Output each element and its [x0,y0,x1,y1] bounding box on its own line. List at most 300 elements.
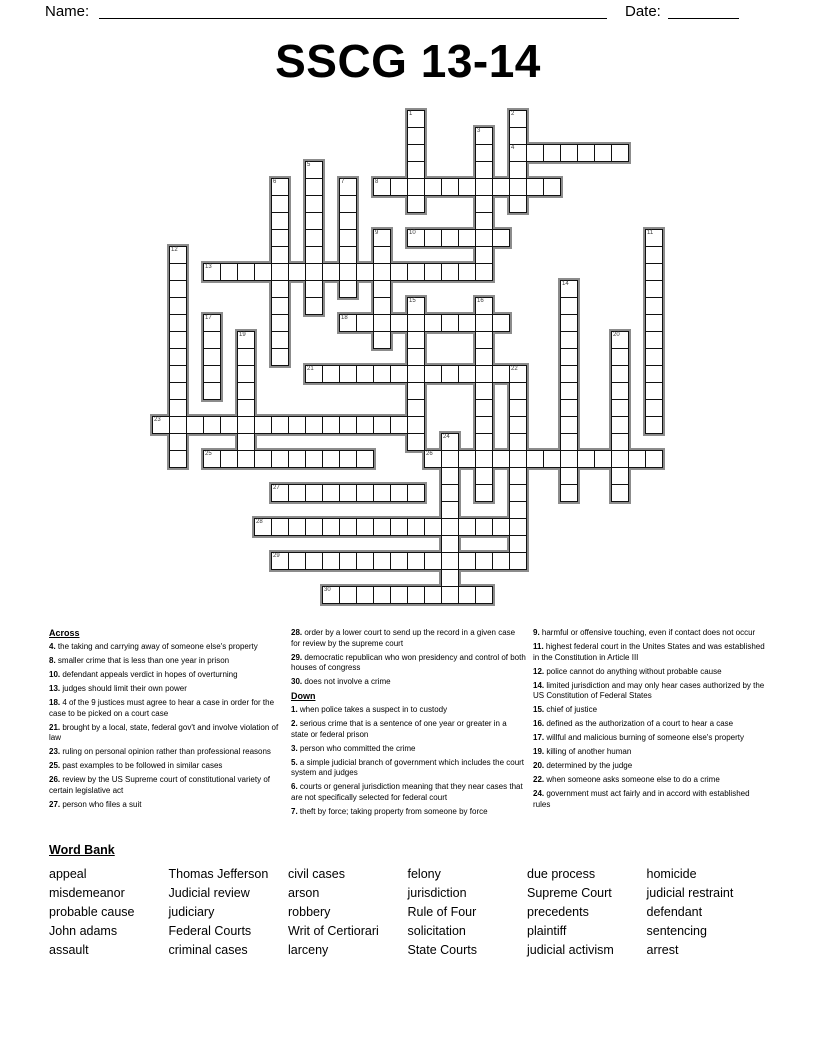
grid-cell-r8c13[interactable] [373,246,391,264]
grid-cell-r7c11[interactable] [339,229,357,247]
grid-cell-r9c8[interactable] [288,263,306,281]
grid-cell-r26c9[interactable] [305,552,323,570]
grid-cell-r16c21[interactable] [509,382,527,400]
grid-cell-r21c24[interactable] [560,467,578,485]
grid-cell-r20c10[interactable] [322,450,340,468]
grid-cell-r18c12[interactable] [356,416,374,434]
grid-cell-r7c19[interactable] [475,229,493,247]
grid-cell-r4c20[interactable] [492,178,510,196]
grid-cell-r12c14[interactable] [390,314,408,332]
grid-cell-r4c17[interactable] [441,178,459,196]
grid-cell-r8c7[interactable] [271,246,289,264]
grid-cell-r24c15[interactable] [407,518,425,536]
grid-cell-r24c16[interactable] [424,518,442,536]
grid-cell-r24c18[interactable] [458,518,476,536]
grid-cell-r15c19[interactable] [475,365,493,383]
grid-cell-r6c7[interactable] [271,212,289,230]
grid-cell-r11c1[interactable] [169,297,187,315]
grid-cell-r4c11[interactable] [339,178,357,196]
grid-cell-r15c12[interactable] [356,365,374,383]
grid-cell-r15c29[interactable] [645,365,663,383]
grid-cell-r2c19[interactable] [475,144,493,162]
grid-cell-r12c24[interactable] [560,314,578,332]
grid-cell-r20c20[interactable] [492,450,510,468]
grid-cell-r12c16[interactable] [424,314,442,332]
grid-cell-r4c22[interactable] [526,178,544,196]
grid-cell-r18c24[interactable] [560,416,578,434]
grid-cell-r20c29[interactable] [645,450,663,468]
grid-cell-r24c19[interactable] [475,518,493,536]
grid-cell-r1c21[interactable] [509,127,527,145]
grid-cell-r18c15[interactable] [407,416,425,434]
grid-cell-r22c12[interactable] [356,484,374,502]
grid-cell-r20c3[interactable] [203,450,221,468]
grid-cell-r20c22[interactable] [526,450,544,468]
grid-cell-r24c12[interactable] [356,518,374,536]
grid-cell-r8c11[interactable] [339,246,357,264]
grid-cell-r27c17[interactable] [441,569,459,587]
grid-cell-r13c3[interactable] [203,331,221,349]
grid-cell-r24c21[interactable] [509,518,527,536]
grid-cell-r26c16[interactable] [424,552,442,570]
grid-cell-r12c3[interactable] [203,314,221,332]
grid-cell-r7c15[interactable] [407,229,425,247]
grid-cell-r20c6[interactable] [254,450,272,468]
grid-cell-r17c29[interactable] [645,399,663,417]
grid-cell-r10c9[interactable] [305,280,323,298]
grid-cell-r22c9[interactable] [305,484,323,502]
grid-cell-r8c9[interactable] [305,246,323,264]
grid-cell-r19c19[interactable] [475,433,493,451]
grid-cell-r28c10[interactable] [322,586,340,604]
grid-cell-r10c7[interactable] [271,280,289,298]
word-bank-item: Writ of Certiorari [288,924,379,938]
grid-cell-r20c4[interactable] [220,450,238,468]
grid-cell-r18c4[interactable] [220,416,238,434]
grid-cell-r14c3[interactable] [203,348,221,366]
grid-cell-r22c10[interactable] [322,484,340,502]
grid-cell-r3c9[interactable] [305,161,323,179]
grid-cell-r12c11[interactable] [339,314,357,332]
grid-cell-r9c10[interactable] [322,263,340,281]
grid-cell-r13c19[interactable] [475,331,493,349]
grid-cell-r11c9[interactable] [305,297,323,315]
grid-cell-r11c13[interactable] [373,297,391,315]
grid-cell-r18c8[interactable] [288,416,306,434]
grid-cell-r9c11[interactable] [339,263,357,281]
grid-cell-r20c25[interactable] [577,450,595,468]
grid-cell-r10c11[interactable] [339,280,357,298]
grid-cell-r13c13[interactable] [373,331,391,349]
grid-cell-r5c7[interactable] [271,195,289,213]
grid-cell-r22c15[interactable] [407,484,425,502]
grid-cell-r16c15[interactable] [407,382,425,400]
grid-cell-r9c18[interactable] [458,263,476,281]
clue-28: 28. order by a lower court to send up the record in a given case for review by the supreme court [291,628,516,648]
grid-cell-r10c13[interactable] [373,280,391,298]
grid-cell-r2c21[interactable] [509,144,527,162]
grid-cell-r11c24[interactable] [560,297,578,315]
grid-cell-r20c27[interactable] [611,450,629,468]
grid-cell-r7c16[interactable] [424,229,442,247]
grid-cell-r18c7[interactable] [271,416,289,434]
grid-cell-r14c19[interactable] [475,348,493,366]
grid-cell-r14c29[interactable] [645,348,663,366]
grid-cell-r9c3[interactable] [203,263,221,281]
grid-cell-r22c19[interactable] [475,484,493,502]
grid-cell-r19c5[interactable] [237,433,255,451]
grid-cell-r25c21[interactable] [509,535,527,553]
grid-cell-r11c7[interactable] [271,297,289,315]
word-bank-item: plaintiff [527,924,567,938]
grid-cell-r17c21[interactable] [509,399,527,417]
grid-cell-r6c9[interactable] [305,212,323,230]
grid-cell-r9c6[interactable] [254,263,272,281]
grid-cell-r8c1[interactable] [169,246,187,264]
grid-cell-r12c12[interactable] [356,314,374,332]
grid-cell-r18c6[interactable] [254,416,272,434]
grid-cell-r9c29[interactable] [645,263,663,281]
grid-cell-r19c15[interactable] [407,433,425,451]
grid-cell-r24c13[interactable] [373,518,391,536]
grid-cell-r4c21[interactable] [509,178,527,196]
grid-cell-r7c17[interactable] [441,229,459,247]
grid-cell-r15c13[interactable] [373,365,391,383]
grid-cell-r24c10[interactable] [322,518,340,536]
grid-cell-r26c18[interactable] [458,552,476,570]
grid-cell-r22c27[interactable] [611,484,629,502]
grid-cell-r12c20[interactable] [492,314,510,332]
grid-cell-r20c12[interactable] [356,450,374,468]
grid-cell-r15c17[interactable] [441,365,459,383]
grid-cell-r15c11[interactable] [339,365,357,383]
grid-cell-r18c19[interactable] [475,416,493,434]
grid-cell-r22c7[interactable] [271,484,289,502]
grid-cell-r9c7[interactable] [271,263,289,281]
grid-cell-r13c29[interactable] [645,331,663,349]
grid-cell-r20c1[interactable] [169,450,187,468]
grid-cell-r9c14[interactable] [390,263,408,281]
grid-cell-r17c15[interactable] [407,399,425,417]
grid-cell-r9c12[interactable] [356,263,374,281]
grid-cell-r15c3[interactable] [203,365,221,383]
grid-cell-r13c27[interactable] [611,331,629,349]
grid-cell-r26c10[interactable] [322,552,340,570]
grid-cell-r26c15[interactable] [407,552,425,570]
grid-cell-r12c18[interactable] [458,314,476,332]
grid-cell-r15c16[interactable] [424,365,442,383]
grid-cell-r8c19[interactable] [475,246,493,264]
grid-cell-r9c9[interactable] [305,263,323,281]
grid-cell-r4c14[interactable] [390,178,408,196]
grid-cell-r18c9[interactable] [305,416,323,434]
grid-cell-r20c8[interactable] [288,450,306,468]
grid-cell-r13c24[interactable] [560,331,578,349]
grid-cell-r19c21[interactable] [509,433,527,451]
grid-cell-r5c15[interactable] [407,195,425,213]
grid-cell-r26c14[interactable] [390,552,408,570]
grid-cell-r17c1[interactable] [169,399,187,417]
grid-cell-r24c6[interactable] [254,518,272,536]
grid-cell-r6c19[interactable] [475,212,493,230]
grid-cell-r4c15[interactable] [407,178,425,196]
grid-cell-r10c1[interactable] [169,280,187,298]
grid-cell-r7c13[interactable] [373,229,391,247]
grid-cell-r19c24[interactable] [560,433,578,451]
grid-cell-r16c29[interactable] [645,382,663,400]
grid-cell-r26c17[interactable] [441,552,459,570]
grid-cell-r17c19[interactable] [475,399,493,417]
grid-cell-r9c13[interactable] [373,263,391,281]
grid-cell-r12c19[interactable] [475,314,493,332]
grid-cell-r20c9[interactable] [305,450,323,468]
word-bank-item: probable cause [49,905,135,919]
grid-cell-r18c14[interactable] [390,416,408,434]
grid-cell-r18c29[interactable] [645,416,663,434]
grid-cell-r22c14[interactable] [390,484,408,502]
grid-cell-r17c27[interactable] [611,399,629,417]
grid-cell-r18c27[interactable] [611,416,629,434]
grid-cell-r24c14[interactable] [390,518,408,536]
grid-cell-r7c20[interactable] [492,229,510,247]
grid-cell-r14c5[interactable] [237,348,255,366]
grid-cell-r20c24[interactable] [560,450,578,468]
grid-cell-r20c7[interactable] [271,450,289,468]
grid-cell-r28c15[interactable] [407,586,425,604]
grid-cell-r21c17[interactable] [441,467,459,485]
grid-cell-r2c22[interactable] [526,144,544,162]
grid-cell-r24c20[interactable] [492,518,510,536]
grid-cell-r9c5[interactable] [237,263,255,281]
grid-cell-r14c15[interactable] [407,348,425,366]
grid-cell-r10c29[interactable] [645,280,663,298]
grid-cell-r4c16[interactable] [424,178,442,196]
grid-cell-r13c1[interactable] [169,331,187,349]
grid-cell-r18c21[interactable] [509,416,527,434]
grid-cell-r18c11[interactable] [339,416,357,434]
grid-cell-r14c1[interactable] [169,348,187,366]
grid-cell-r0c15[interactable] [407,110,425,128]
grid-cell-r7c9[interactable] [305,229,323,247]
word-bank-item: State Courts [407,943,477,957]
grid-cell-r4c13[interactable] [373,178,391,196]
grid-cell-r12c1[interactable] [169,314,187,332]
clue-21: 21. brought by a local, state, federal gov't and involve violation of law [49,722,279,742]
grid-cell-r15c14[interactable] [390,365,408,383]
grid-cell-r9c1[interactable] [169,263,187,281]
grid-cell-r16c24[interactable] [560,382,578,400]
grid-cell-r16c1[interactable] [169,382,187,400]
grid-cell-r15c18[interactable] [458,365,476,383]
grid-cell-r12c29[interactable] [645,314,663,332]
grid-cell-r11c29[interactable] [645,297,663,315]
grid-cell-r9c19[interactable] [475,263,493,281]
grid-cell-r13c7[interactable] [271,331,289,349]
grid-cell-r14c24[interactable] [560,348,578,366]
grid-cell-r26c19[interactable] [475,552,493,570]
grid-cell-r20c19[interactable] [475,450,493,468]
grid-cell-r2c23[interactable] [543,144,561,162]
grid-cell-r15c5[interactable] [237,365,255,383]
grid-cell-r28c14[interactable] [390,586,408,604]
grid-cell-r9c15[interactable] [407,263,425,281]
grid-cell-r16c3[interactable] [203,382,221,400]
grid-cell-r5c21[interactable] [509,195,527,213]
grid-cell-r2c27[interactable] [611,144,629,162]
grid-cell-r22c17[interactable] [441,484,459,502]
grid-cell-r20c17[interactable] [441,450,459,468]
grid-cell-r5c19[interactable] [475,195,493,213]
grid-cell-r28c13[interactable] [373,586,391,604]
grid-cell-r22c24[interactable] [560,484,578,502]
grid-cell-r15c15[interactable] [407,365,425,383]
grid-cell-r26c21[interactable] [509,552,527,570]
grid-cell-r11c19[interactable] [475,297,493,315]
grid-cell-r17c5[interactable] [237,399,255,417]
grid-cell-r5c11[interactable] [339,195,357,213]
word-bank-item: judicial activism [527,943,614,957]
grid-cell-r12c17[interactable] [441,314,459,332]
grid-cell-r18c10[interactable] [322,416,340,434]
grid-cell-r14c7[interactable] [271,348,289,366]
grid-cell-r28c19[interactable] [475,586,493,604]
name-fill-line[interactable] [99,17,607,19]
grid-cell-r28c11[interactable] [339,586,357,604]
grid-cell-r19c1[interactable] [169,433,187,451]
grid-cell-r18c5[interactable] [237,416,255,434]
grid-cell-r3c15[interactable] [407,161,425,179]
grid-cell-r3c19[interactable] [475,161,493,179]
grid-cell-r16c5[interactable] [237,382,255,400]
grid-cell-r23c21[interactable] [509,501,527,519]
grid-cell-r2c24[interactable] [560,144,578,162]
grid-cell-r2c26[interactable] [594,144,612,162]
grid-cell-r26c20[interactable] [492,552,510,570]
grid-cell-r28c16[interactable] [424,586,442,604]
word-bank-item: precedents [527,905,589,919]
grid-cell-r19c27[interactable] [611,433,629,451]
grid-cell-r15c24[interactable] [560,365,578,383]
grid-cell-r9c4[interactable] [220,263,238,281]
grid-cell-r22c8[interactable] [288,484,306,502]
grid-cell-r9c16[interactable] [424,263,442,281]
grid-cell-r25c17[interactable] [441,535,459,553]
grid-cell-r21c27[interactable] [611,467,629,485]
grid-cell-r7c7[interactable] [271,229,289,247]
clue-number-label: 1. [291,705,300,714]
grid-cell-r20c5[interactable] [237,450,255,468]
grid-cell-r19c17[interactable] [441,433,459,451]
grid-cell-r15c20[interactable] [492,365,510,383]
grid-cell-r15c21[interactable] [509,365,527,383]
clue-number-2: 2 [511,111,515,117]
grid-cell-r21c21[interactable] [509,467,527,485]
grid-cell-r28c17[interactable] [441,586,459,604]
grid-cell-r26c12[interactable] [356,552,374,570]
grid-cell-r4c23[interactable] [543,178,561,196]
grid-cell-r7c29[interactable] [645,229,663,247]
grid-cell-r1c15[interactable] [407,127,425,145]
grid-cell-r12c15[interactable] [407,314,425,332]
grid-cell-r6c11[interactable] [339,212,357,230]
grid-cell-r15c9[interactable] [305,365,323,383]
grid-cell-r13c5[interactable] [237,331,255,349]
grid-cell-r23c17[interactable] [441,501,459,519]
grid-cell-r9c17[interactable] [441,263,459,281]
grid-cell-r28c12[interactable] [356,586,374,604]
grid-cell-r18c2[interactable] [186,416,204,434]
grid-cell-r15c1[interactable] [169,365,187,383]
grid-cell-r13c15[interactable] [407,331,425,349]
clue-number-16: 16 [477,298,484,304]
grid-cell-r26c11[interactable] [339,552,357,570]
grid-cell-r16c19[interactable] [475,382,493,400]
grid-cell-r15c27[interactable] [611,365,629,383]
grid-cell-r26c8[interactable] [288,552,306,570]
grid-cell-r28c18[interactable] [458,586,476,604]
grid-cell-r4c7[interactable] [271,178,289,196]
grid-cell-r18c13[interactable] [373,416,391,434]
grid-cell-r20c26[interactable] [594,450,612,468]
grid-cell-r26c7[interactable] [271,552,289,570]
grid-cell-r20c23[interactable] [543,450,561,468]
grid-cell-r20c16[interactable] [424,450,442,468]
grid-cell-r16c27[interactable] [611,382,629,400]
grid-cell-r11c15[interactable] [407,297,425,315]
grid-cell-r22c13[interactable] [373,484,391,502]
word-bank-heading: Word Bank [49,843,115,857]
clue-number-6: 6 [273,179,277,185]
grid-cell-r24c17[interactable] [441,518,459,536]
grid-cell-r20c18[interactable] [458,450,476,468]
grid-cell-r3c21[interactable] [509,161,527,179]
grid-cell-r22c21[interactable] [509,484,527,502]
grid-cell-r4c18[interactable] [458,178,476,196]
grid-cell-r15c10[interactable] [322,365,340,383]
grid-cell-r18c1[interactable] [169,416,187,434]
grid-cell-r14c27[interactable] [611,348,629,366]
clues-column-1 [49,628,284,821]
clue-number-4: 4 [511,145,515,151]
date-fill-line[interactable] [668,17,739,19]
grid-cell-r12c7[interactable] [271,314,289,332]
grid-cell-r10c24[interactable] [560,280,578,298]
grid-cell-r20c21[interactable] [509,450,527,468]
grid-cell-r7c18[interactable] [458,229,476,247]
grid-cell-r20c28[interactable] [628,450,646,468]
grid-cell-r1c19[interactable] [475,127,493,145]
grid-cell-r18c0[interactable] [152,416,170,434]
grid-cell-r2c25[interactable] [577,144,595,162]
grid-cell-r24c8[interactable] [288,518,306,536]
grid-cell-r22c11[interactable] [339,484,357,502]
grid-cell-r12c13[interactable] [373,314,391,332]
grid-cell-r4c9[interactable] [305,178,323,196]
grid-cell-r24c9[interactable] [305,518,323,536]
grid-cell-r24c11[interactable] [339,518,357,536]
grid-cell-r17c24[interactable] [560,399,578,417]
grid-cell-r0c21[interactable] [509,110,527,128]
grid-cell-r18c3[interactable] [203,416,221,434]
grid-cell-r2c15[interactable] [407,144,425,162]
grid-cell-r8c29[interactable] [645,246,663,264]
grid-cell-r21c19[interactable] [475,467,493,485]
grid-cell-r5c9[interactable] [305,195,323,213]
grid-cell-r4c19[interactable] [475,178,493,196]
grid-cell-r24c7[interactable] [271,518,289,536]
grid-cell-r26c13[interactable] [373,552,391,570]
grid-cell-r20c11[interactable] [339,450,357,468]
